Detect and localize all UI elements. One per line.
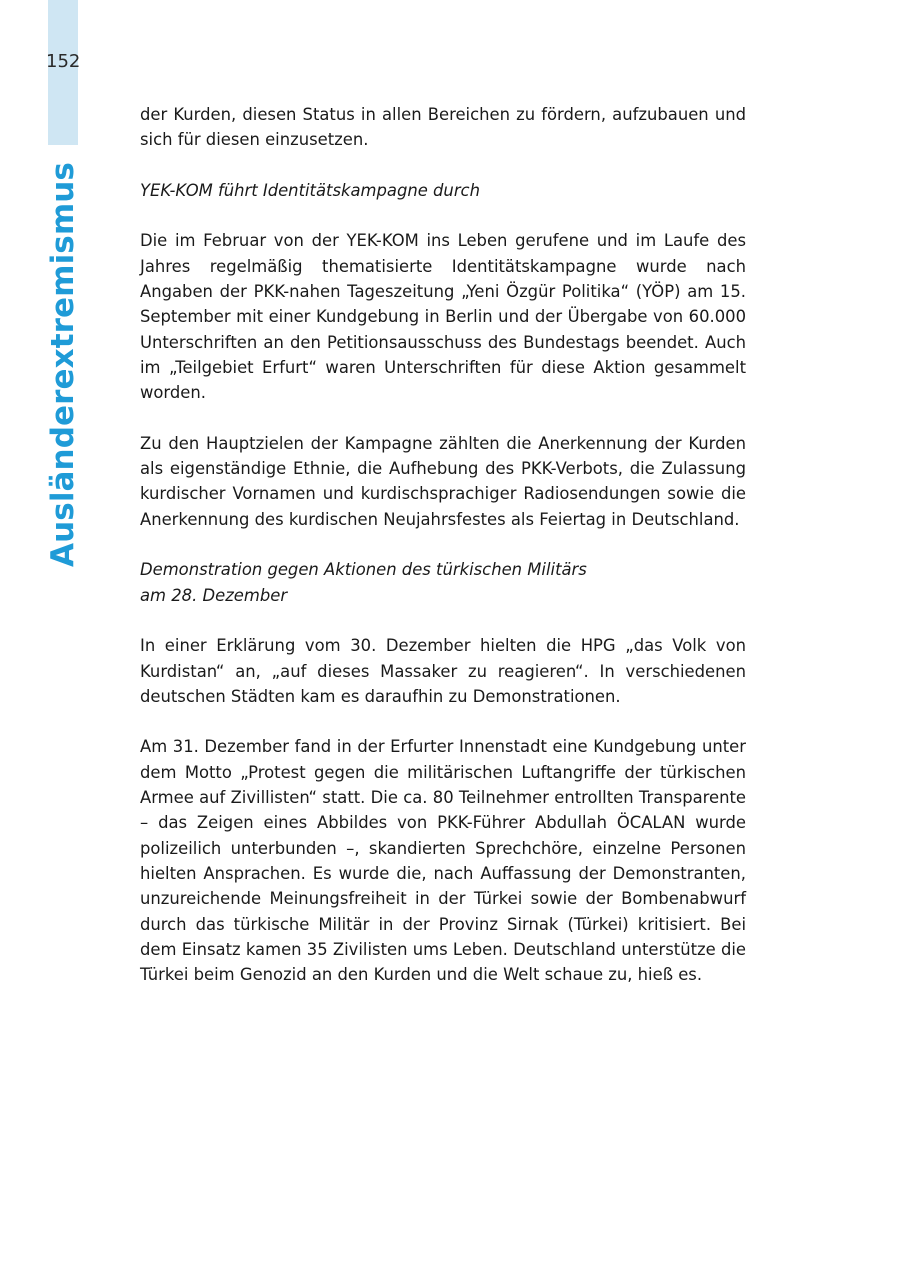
subheading xyxy=(140,557,746,608)
page-number: 152 xyxy=(46,51,81,72)
paragraph: Die im Februar von der YEK-KOM ins Leben gerufene und im Laufe des Jahres regelmäßig thematisierte Identitätskampagne wurde nach Angaben der PKK-nahen Tageszeitung „Yeni Özgür Politika“ (YÖP) am 15. September mit einer Kundgebung in Berlin und der Übergabe von 60.000 Unterschriften an den Petitionsausschuss des Bundestags beendet. Auch im „Teilgebiet Erfurt“ waren Unterschriften für diese Aktion gesammelt worden. xyxy=(140,231,746,403)
paragraph: In einer Erklärung vom 30. Dezember hielten die HPG „das Volk von Kurdistan“ an, „auf dieses Massaker zu reagieren“. In verschiedenen deutschen Städten kam es daraufhin zu Demonstrationen. xyxy=(140,636,746,706)
subheading-line: Demonstration gegen Aktionen des türkischen Militärs xyxy=(140,560,587,580)
body-text xyxy=(140,102,746,1013)
paragraph: Am 31. Dezember fand in der Erfurter Innenstadt eine Kundgebung unter dem Motto „Protest gegen die militärischen Luftangriffe der türkischen Armee auf Zivillisten“ statt. Die ca. 80 Teilnehmer entrollten Transparente – das Zeigen eines Abbildes von PKK-Führer Abdullah ÖCALAN wurde polizeilich unterbunden –, skandierten Sprechchöre, einzelne Personen hielten Ansprachen. Es wurde die, nach Auffassung der Demonstranten, unzureichende Meinungsfreiheit in der Türkei sowie der Bombenabwurf durch das türkische Militär in der Provinz Sirnak (Türkei) kritisiert. Bei dem Einsatz kamen 35 Zivilisten ums Leben. Deutschland unterstütze die Türkei beim Genozid an den Kurden und die Welt schaue zu, hieß es. xyxy=(140,737,746,985)
subheading: YEK-KOM führt Identitätskampagne durch xyxy=(140,180,480,200)
paragraph: Zu den Hauptzielen der Kampagne zählten die Anerkennung der Kurden als eigenständige Ethnie, die Aufhebung des PKK-Verbots, die Zulassung kurdischer Vornamen und kurdischsprachiger Radiosendungen sowie die Anerkennung des kurdischen Neujahrsfestes als Feiertag in Deutschland. xyxy=(140,433,746,529)
section-label: Ausländerextremismus xyxy=(45,162,81,567)
paragraph: der Kurden, diesen Status in allen Bereichen zu fördern, aufzubauen und sich für diesen einzusetzen. xyxy=(140,105,746,150)
subheading-line: am 28. Dezember xyxy=(140,585,288,605)
